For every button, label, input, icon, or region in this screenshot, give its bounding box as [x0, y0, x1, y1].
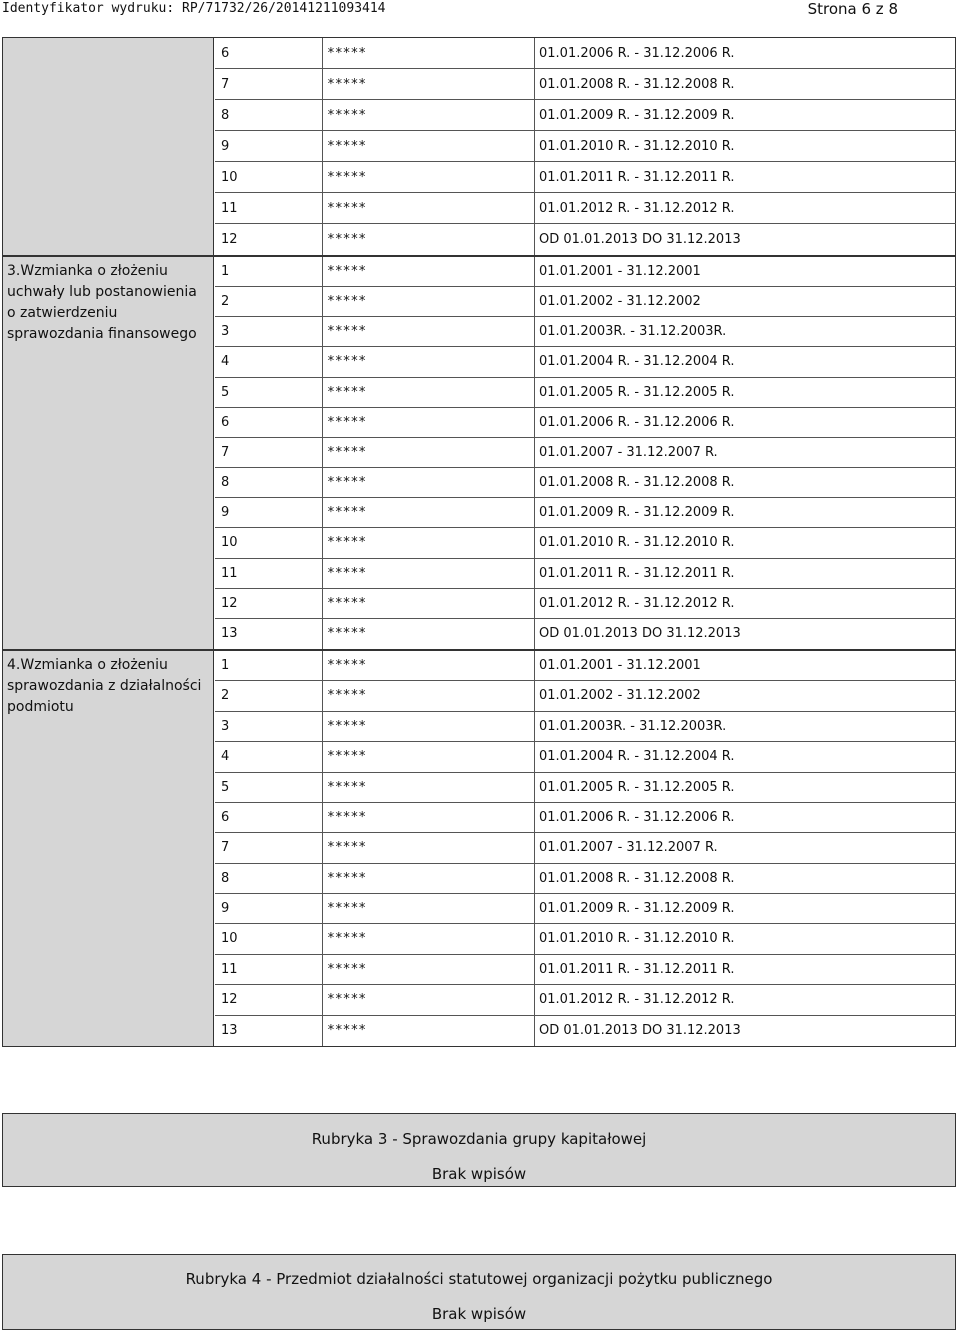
rubryka-4-box — [2, 1254, 956, 1330]
masked-value: ***** — [323, 619, 535, 649]
masked-value: ***** — [323, 833, 535, 862]
date-range: 01.01.2002 - 31.12.2002 — [539, 688, 701, 704]
row-number: 7 — [215, 438, 323, 467]
masked-value: ***** — [323, 742, 535, 771]
row-number: 7 — [215, 833, 323, 862]
date-range: OD 01.01.2013 DO 31.12.2013 — [539, 232, 741, 247]
masked-value: ***** — [323, 378, 535, 407]
masked-value: ***** — [323, 589, 535, 618]
row-number: 10 — [215, 162, 323, 192]
masked-value: ***** — [323, 162, 535, 192]
masked-value: ***** — [323, 193, 535, 223]
table-row — [215, 894, 956, 924]
row-number: 1 — [215, 651, 323, 680]
table-row — [215, 589, 956, 619]
row-number: 11 — [215, 559, 323, 588]
table-row — [215, 924, 956, 954]
row-number: 8 — [215, 100, 323, 130]
table-row — [215, 619, 956, 649]
table-row — [215, 287, 956, 317]
row-number: 12 — [215, 224, 323, 255]
table-row — [215, 257, 956, 287]
table-row — [215, 985, 956, 1015]
row-number: 12 — [215, 985, 323, 1014]
date-range: 01.01.2011 R. - 31.12.2011 R. — [539, 170, 735, 185]
row-number: 10 — [215, 528, 323, 557]
table-row — [215, 559, 956, 589]
masked-value: ***** — [323, 468, 535, 497]
date-range: 01.01.2004 R. - 31.12.2004 R. — [539, 354, 735, 370]
date-range: 01.01.2006 R. - 31.12.2006 R. — [539, 414, 735, 430]
table-row — [215, 468, 956, 498]
date-range: 01.01.2010 R. - 31.12.2010 R. — [539, 535, 735, 551]
masked-value: ***** — [323, 347, 535, 376]
table-row — [215, 347, 956, 377]
section-label: 3.Wzmianka o złożeniu uchwały lub postanowienia o zatwierdzeniu sprawozdania finansowego — [3, 257, 214, 649]
masked-value: ***** — [323, 681, 535, 710]
masked-value: ***** — [323, 528, 535, 557]
row-number: 9 — [215, 131, 323, 161]
row-number: 5 — [215, 773, 323, 802]
masked-value: ***** — [323, 257, 535, 286]
row-number: 11 — [215, 955, 323, 984]
row-number: 2 — [215, 287, 323, 316]
masked-value: ***** — [323, 985, 535, 1014]
date-range: OD 01.01.2013 DO 31.12.2013 — [539, 625, 741, 641]
date-range: 01.01.2008 R. - 31.12.2008 R. — [539, 475, 735, 491]
section-label — [3, 38, 214, 255]
masked-value: ***** — [323, 38, 535, 68]
masked-value: ***** — [323, 924, 535, 953]
date-range: 01.01.2012 R. - 31.12.2012 R. — [539, 201, 735, 216]
date-range: 01.01.2004 R. - 31.12.2004 R. — [539, 749, 735, 765]
table-row — [215, 224, 956, 255]
entries-section-continued — [2, 37, 956, 256]
date-range: 01.01.2007 - 31.12.2007 R. — [539, 444, 718, 460]
table-row — [215, 69, 956, 100]
masked-value: ***** — [323, 408, 535, 437]
table-row — [215, 712, 956, 742]
date-range: 01.01.2010 R. - 31.12.2010 R. — [539, 139, 735, 154]
date-range: 01.01.2006 R. - 31.12.2006 R. — [539, 46, 735, 61]
date-range: 01.01.2001 - 31.12.2001 — [539, 658, 701, 673]
row-number: 13 — [215, 619, 323, 649]
row-number: 12 — [215, 589, 323, 618]
table-row — [215, 317, 956, 347]
row-number: 6 — [215, 803, 323, 832]
row-number: 11 — [215, 193, 323, 223]
rubryka-entry: Brak wpisów — [431, 1305, 527, 1323]
date-range: 01.01.2006 R. - 31.12.2006 R. — [539, 809, 735, 825]
table-row — [215, 864, 956, 894]
masked-value: ***** — [323, 894, 535, 923]
masked-value: ***** — [323, 955, 535, 984]
date-range: 01.01.2012 R. - 31.12.2012 R. — [539, 992, 735, 1008]
date-range: 01.01.2009 R. - 31.12.2009 R. — [539, 505, 735, 521]
entries-section-activity-report — [2, 650, 956, 1047]
date-range: 01.01.2008 R. - 31.12.2008 R. — [539, 870, 735, 886]
masked-value: ***** — [323, 712, 535, 741]
table-row — [215, 742, 956, 772]
row-number: 4 — [215, 347, 323, 376]
table-row — [215, 162, 956, 193]
masked-value: ***** — [323, 651, 535, 680]
date-range: 01.01.2012 R. - 31.12.2012 R. — [539, 595, 735, 611]
row-number: 7 — [215, 69, 323, 99]
date-range: 01.01.2008 R. - 31.12.2008 R. — [539, 77, 735, 92]
row-number: 6 — [215, 38, 323, 68]
section-label: 4.Wzmianka o złożeniu sprawozdania z działalności podmiotu — [3, 651, 214, 1046]
date-range: 01.01.2009 R. - 31.12.2009 R. — [539, 108, 735, 123]
masked-value: ***** — [323, 498, 535, 527]
table-row — [215, 131, 956, 162]
masked-value: ***** — [323, 803, 535, 832]
masked-value: ***** — [323, 864, 535, 893]
row-number: 13 — [215, 1016, 323, 1046]
date-range: 01.01.2009 R. - 31.12.2009 R. — [539, 901, 735, 917]
masked-value: ***** — [323, 438, 535, 467]
date-range: 01.01.2011 R. - 31.12.2011 R. — [539, 565, 735, 581]
entries-section-financial-approval — [2, 256, 956, 650]
row-number: 8 — [215, 864, 323, 893]
masked-value: ***** — [323, 287, 535, 316]
rubryka-title: Rubryka 4 - Przedmiot działalności statutowej organizacji pożytku publicznego — [185, 1270, 773, 1288]
date-range: 01.01.2007 - 31.12.2007 R. — [539, 840, 718, 856]
row-number: 3 — [215, 712, 323, 741]
row-number: 5 — [215, 378, 323, 407]
row-number: 9 — [215, 498, 323, 527]
masked-value: ***** — [323, 69, 535, 99]
masked-value: ***** — [323, 131, 535, 161]
row-number: 8 — [215, 468, 323, 497]
date-range: 01.01.2005 R. - 31.12.2005 R. — [539, 384, 735, 400]
date-range: 01.01.2011 R. - 31.12.2011 R. — [539, 961, 735, 977]
page-number: Strona 6 z 8 — [807, 0, 898, 18]
masked-value: ***** — [323, 559, 535, 588]
table-row — [215, 773, 956, 803]
date-range: 01.01.2003R. - 31.12.2003R. — [539, 324, 727, 340]
table-row — [215, 408, 956, 438]
date-range: 01.01.2005 R. - 31.12.2005 R. — [539, 779, 735, 795]
table-row — [215, 833, 956, 863]
table-row — [215, 193, 956, 224]
table-row — [215, 100, 956, 131]
row-number: 9 — [215, 894, 323, 923]
date-range: OD 01.01.2013 DO 31.12.2013 — [539, 1022, 741, 1038]
table-row — [215, 38, 956, 69]
masked-value: ***** — [323, 224, 535, 255]
row-number: 2 — [215, 681, 323, 710]
table-row — [215, 378, 956, 408]
masked-value: ***** — [323, 773, 535, 802]
rubryka-entry: Brak wpisów — [431, 1165, 527, 1183]
table-row — [215, 681, 956, 711]
table-row — [215, 803, 956, 833]
masked-value: ***** — [323, 1016, 535, 1046]
table-row — [215, 1016, 956, 1046]
table-row — [215, 498, 956, 528]
row-number: 10 — [215, 924, 323, 953]
date-range: 01.01.2010 R. - 31.12.2010 R. — [539, 931, 735, 947]
masked-value: ***** — [323, 317, 535, 346]
masked-value: ***** — [323, 100, 535, 130]
table-row — [215, 438, 956, 468]
date-range: 01.01.2003R. - 31.12.2003R. — [539, 718, 727, 734]
table-row — [215, 955, 956, 985]
rubryka-3-box — [2, 1113, 956, 1187]
row-number: 3 — [215, 317, 323, 346]
date-range: 01.01.2002 - 31.12.2002 — [539, 294, 701, 310]
row-number: 4 — [215, 742, 323, 771]
row-number: 1 — [215, 257, 323, 286]
table-row — [215, 651, 956, 681]
row-number: 6 — [215, 408, 323, 437]
date-range: 01.01.2001 - 31.12.2001 — [539, 264, 701, 279]
rubryka-title: Rubryka 3 - Sprawozdania grupy kapitałowej — [311, 1130, 647, 1148]
table-row — [215, 528, 956, 558]
print-identifier: Identyfikator wydruku: RP/71732/26/20141211093414 — [2, 1, 386, 16]
